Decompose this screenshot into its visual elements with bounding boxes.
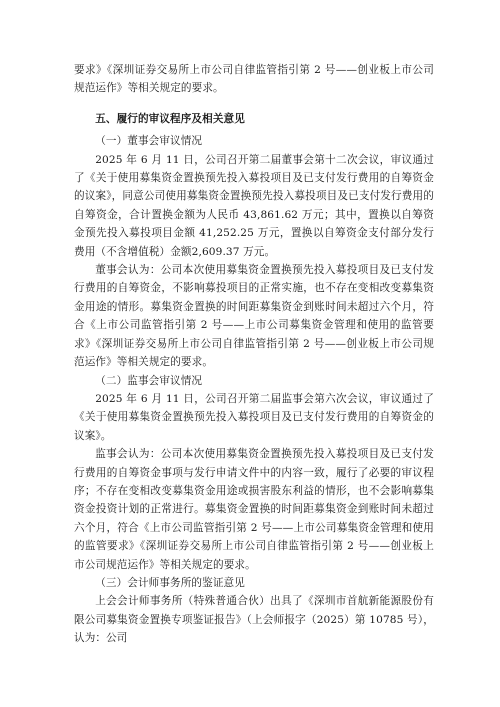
paragraph-accountant-opinion: 上会会计师事务所（特殊普通合伙）出具了《深圳市首航新能源股份有限公司募集资金置换专项鉴证报告》（上会师报字（2025）第 10785 号），认为：公司 (74, 595, 434, 645)
subheading-accountant: （三）会计师事务所的鉴证意见 (95, 576, 245, 589)
paragraph-supervisory-opinion: 监事会认为：公司本次使用募集资金置换预先投入募投项目及已支付发行费用的自筹资金事项与发行申请文件中的内容一致，履行了必要的审议程序；不存在变相改变募集资金用途或损害股东利益的情形，也不会影响募集资金投资计划的正常进行。募集资金置换的时间距募集资金到账时间未超过六个月，符合《上市公司监管指引第 2 号——上市公司募集资金管理和使用的监管要求》《深圳证券交易所上市公司自律监管指引第 2 号——创业板上市公司规范运作》等相关规定的要求。 (74, 448, 434, 571)
section-heading: 五、履行的审议程序及相关意见 (95, 112, 245, 125)
paragraph-board-meeting: 2025 年 6 月 11 日，公司召开第二届董事会第十二次会议，审议通过了《关于使用募集资金置换预先投入募投项目及已支付发行费用的自筹资金的议案》，同意公司使用募集资金置换预先投入募投项目及已支付发行费用的自筹资金，合计置换金额为人民币 43,861.62 万元；其中，置换以自筹资金预先投入募投项目金额 41,252.25 万元，置换以自筹资金支付部分发行费用（不含增值税）金额2,609.37 万元。 (74, 153, 434, 258)
document-body (74, 61, 434, 648)
paragraph-board-opinion: 董事会认为：公司本次使用募集资金置换预先投入募投项目及已支付发行费用的自筹资金，不影响募投项目的正常实施，也不存在变相改变募集资金用途的情形。募集资金置换的时间距募集资金到账时间未超过六个月，符合《上市公司监管指引第 2 号——上市公司募集资金管理和使用的监管要求》《深圳证券交易所上市公司自律监管指引第 2 号——创业板上市公司规范运作》等相关规定的要求。 (74, 264, 434, 369)
subheading-board: （一）董事会审议情况 (95, 135, 203, 148)
paragraph-supervisory-meeting: 2025 年 6 月 11 日，公司召开第二届监事会第六次会议，审议通过了《关于使用募集资金置换预先投入募投项目及已支付发行费用的自筹资金的议案》。 (74, 392, 434, 442)
paragraph-continuation: 要求》《深圳证券交易所上市公司自律监管指引第 2 号——创业板上市公司规范运作》等相关规定的要求。 (74, 64, 434, 95)
subheading-supervisory: （二）监事会审议情况 (95, 374, 203, 387)
